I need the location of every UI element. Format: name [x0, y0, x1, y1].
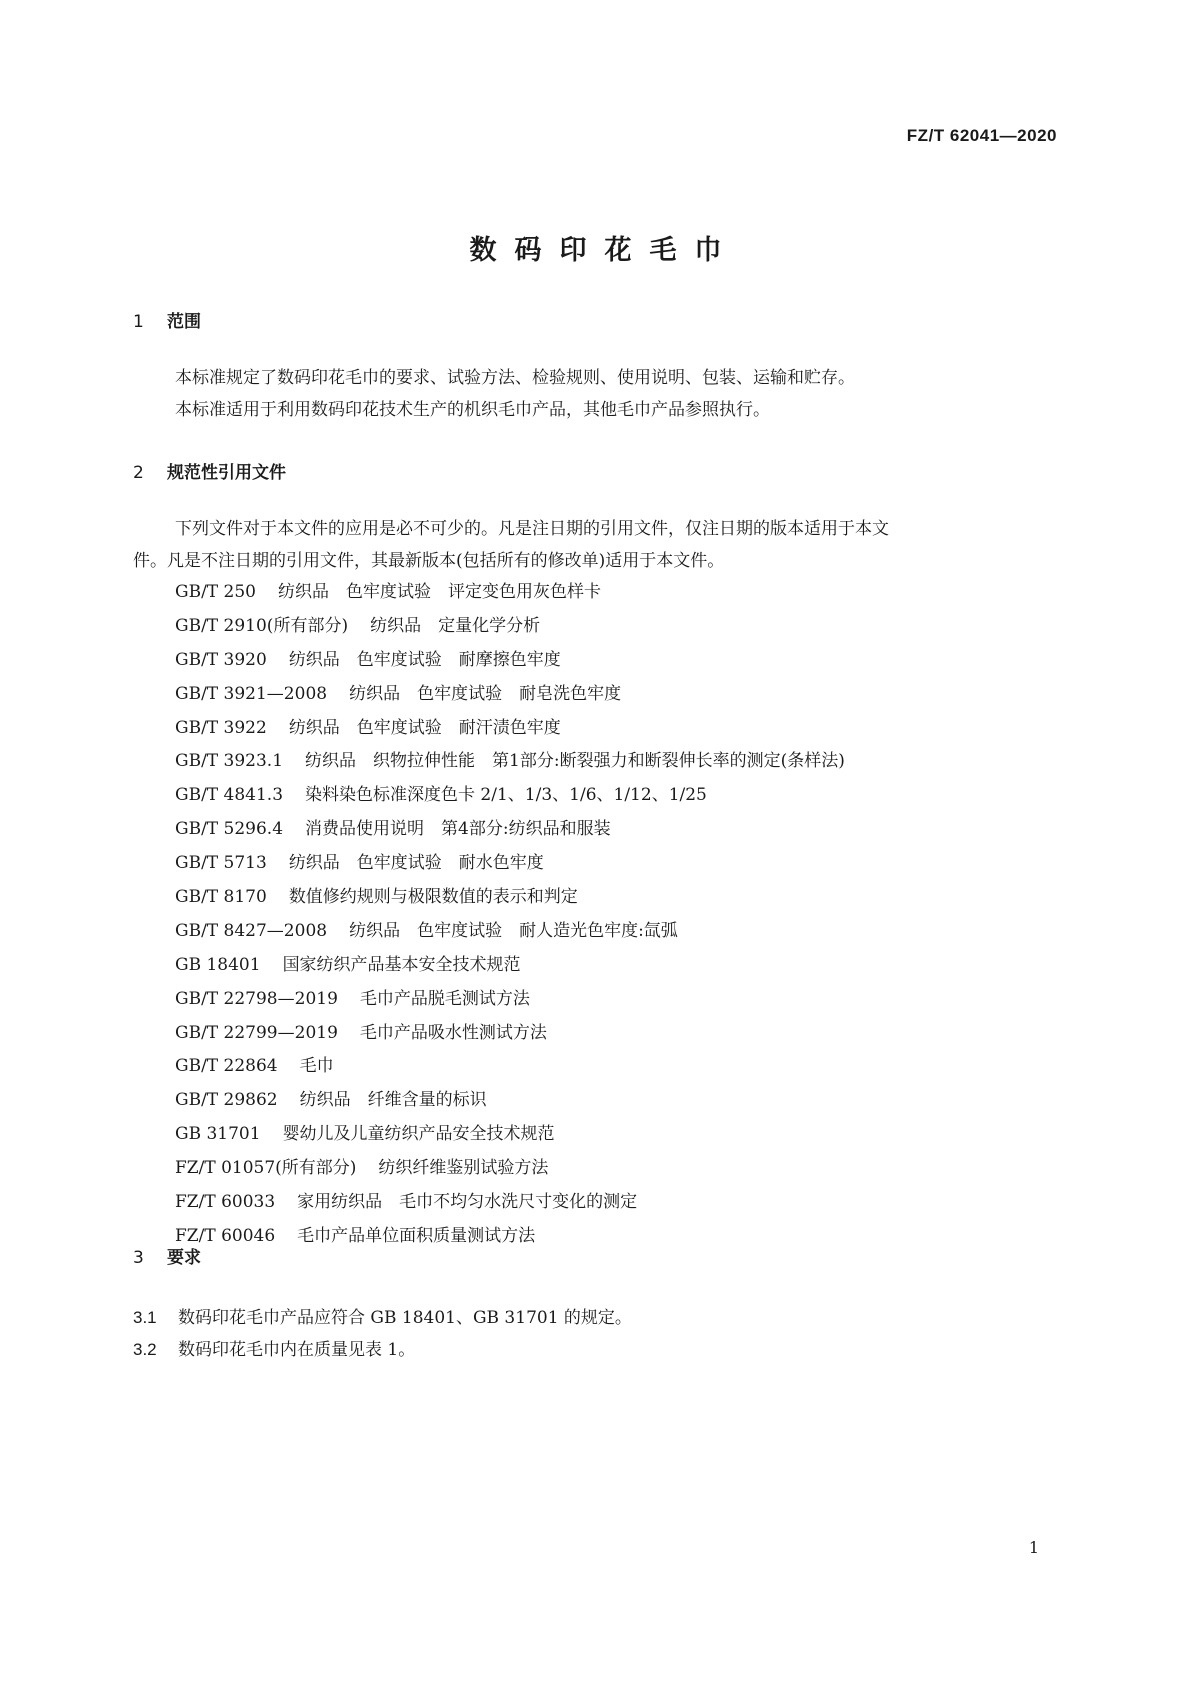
reference-title: 数值修约规则与极限数值的表示和判定 — [288, 887, 578, 908]
reference-item — [175, 1050, 845, 1084]
paragraph: 本标准规定了数码印花毛巾的要求、试验方法、检验规则、使用说明、包装、运输和贮存。 — [175, 368, 855, 388]
reference-title: 纺织品 色牢度试验 耐汗渍色牢度 — [288, 717, 561, 738]
reference-code: GB/T 3922 — [175, 717, 267, 738]
reference-title: 纺织品 纤维含量的标识 — [299, 1090, 487, 1111]
reference-item — [175, 983, 845, 1017]
clause-text: 数码印花毛巾内在质量见表 1。 — [178, 1340, 416, 1360]
reference-title: 纺织品 织物拉伸性能 第1部分:断裂强力和断裂伸长率的测定(条样法) — [305, 751, 845, 772]
reference-title: 毛巾产品吸水性测试方法 — [359, 1022, 547, 1043]
section-number: 2 — [133, 463, 144, 483]
reference-title: 纺织品 色牢度试验 耐摩擦色牢度 — [288, 649, 561, 670]
section-2-heading — [133, 458, 286, 483]
reference-code: GB/T 3923.1 — [175, 751, 284, 772]
clause — [133, 1303, 632, 1328]
reference-code: FZ/T 60033 — [175, 1192, 276, 1213]
reference-code: GB 31701 — [175, 1124, 261, 1145]
reference-item — [175, 678, 845, 712]
reference-code: GB/T 29862 — [175, 1090, 278, 1111]
section-3-heading — [133, 1243, 201, 1268]
reference-list — [175, 576, 845, 1254]
clause — [133, 1335, 415, 1360]
reference-item — [175, 745, 845, 779]
reference-item — [175, 1084, 845, 1118]
reference-code: FZ/T 60046 — [175, 1225, 276, 1246]
reference-title: 纺织品 色牢度试验 耐皂洗色牢度 — [349, 683, 622, 704]
reference-title: 纺织品 色牢度试验 评定变色用灰色样卡 — [278, 582, 601, 602]
reference-item — [175, 1152, 845, 1186]
reference-code: GB 18401 — [175, 954, 261, 975]
reference-code: GB/T 5296.4 — [175, 819, 284, 840]
paragraph: 件。凡是不注日期的引用文件，其最新版本(包括所有的修改单)适用于本文件。 — [133, 551, 725, 571]
reference-code: GB/T 250 — [175, 582, 256, 602]
reference-item — [175, 1118, 845, 1152]
reference-title: 毛巾产品脱毛测试方法 — [359, 988, 530, 1009]
section-1-heading — [133, 307, 201, 332]
reference-code: FZ/T 01057(所有部分) — [175, 1158, 357, 1179]
reference-title: 纺织品 色牢度试验 耐水色牢度 — [288, 853, 544, 874]
reference-title: 家用纺织品 毛巾不均匀水洗尺寸变化的测定 — [297, 1192, 638, 1213]
reference-title: 染料染色标准深度色卡 2/1、1/3、1/6、1/12、1/25 — [305, 785, 707, 806]
reference-code: GB/T 22799—2019 — [175, 1022, 338, 1043]
reference-code: GB/T 3921—2008 — [175, 683, 328, 704]
reference-item — [175, 576, 845, 610]
paragraph: 本标准适用于利用数码印花技术生产的机织毛巾产品，其他毛巾产品参照执行。 — [175, 400, 770, 420]
reference-item — [175, 1186, 845, 1220]
reference-code: GB/T 8427—2008 — [175, 920, 328, 941]
section-number: 3 — [133, 1248, 144, 1268]
section-title: 要求 — [167, 1248, 201, 1268]
reference-code: GB/T 2910(所有部分) — [175, 615, 349, 636]
section-title: 规范性引用文件 — [167, 463, 286, 483]
reference-item — [175, 881, 845, 915]
reference-item — [175, 949, 845, 983]
reference-item — [175, 1017, 845, 1051]
page-number: 1 — [1028, 1538, 1039, 1557]
reference-item — [175, 813, 845, 847]
standard-code: FZ/T 62041—2020 — [906, 126, 1057, 145]
reference-title: 纺织纤维鉴别试验方法 — [378, 1158, 549, 1179]
reference-item — [175, 779, 845, 813]
reference-title: 纺织品 色牢度试验 耐人造光色牢度:氙弧 — [349, 920, 678, 941]
reference-title: 消费品使用说明 第4部分:纺织品和服装 — [305, 819, 611, 840]
section-number: 1 — [133, 312, 144, 332]
reference-code: GB/T 8170 — [175, 887, 267, 908]
reference-code: GB/T 5713 — [175, 853, 267, 874]
reference-title: 国家纺织产品基本安全技术规范 — [282, 954, 521, 975]
clause-number: 3.1 — [133, 1308, 157, 1327]
reference-code: GB/T 4841.3 — [175, 785, 284, 806]
reference-item — [175, 1220, 845, 1254]
paragraph: 下列文件对于本文件的应用是必不可少的。凡是注日期的引用文件，仅注日期的版本适用于本文 — [175, 519, 889, 539]
section-title: 范围 — [167, 312, 201, 332]
reference-title: 毛巾产品单位面积质量测试方法 — [297, 1225, 536, 1246]
reference-code: GB/T 22798—2019 — [175, 988, 338, 1009]
clause-number: 3.2 — [133, 1340, 157, 1359]
reference-title: 毛巾 — [299, 1056, 334, 1077]
reference-title: 纺织品 定量化学分析 — [370, 615, 541, 636]
clause-text: 数码印花毛巾产品应符合 GB 18401、GB 31701 的规定。 — [178, 1308, 632, 1328]
reference-item — [175, 712, 845, 746]
reference-title: 婴幼儿及儿童纺织产品安全技术规范 — [282, 1124, 555, 1145]
reference-item — [175, 644, 845, 678]
document-title: 数码印花毛巾 — [469, 235, 740, 266]
reference-code: GB/T 22864 — [175, 1056, 278, 1077]
reference-item — [175, 610, 845, 644]
reference-item — [175, 915, 845, 949]
reference-item — [175, 847, 845, 881]
reference-code: GB/T 3920 — [175, 649, 267, 670]
